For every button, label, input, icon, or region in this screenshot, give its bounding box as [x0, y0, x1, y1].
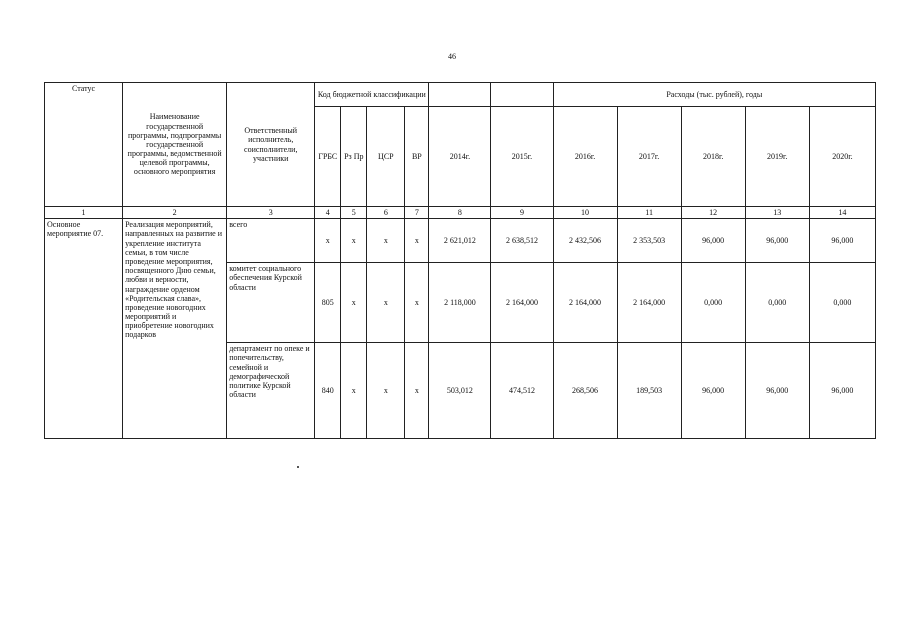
column-number: 8 [429, 207, 491, 219]
activity-status: Основное мероприятие 07. [45, 219, 123, 439]
column-number: 1 [45, 207, 123, 219]
row-value: 2 638,512 [491, 219, 553, 263]
row-grbs: х [315, 219, 341, 263]
row-csr: х [367, 263, 405, 343]
row-csr: х [367, 219, 405, 263]
row-value: 0,000 [809, 263, 875, 343]
header-year: 2018г. [681, 107, 745, 207]
row-executor: комитет социального обеспечения Курской области [227, 263, 315, 343]
row-csr: х [367, 343, 405, 439]
row-value: 96,000 [681, 343, 745, 439]
column-number: 6 [367, 207, 405, 219]
header-code-vr: ВР [405, 107, 429, 207]
header-status: Статус [45, 83, 123, 207]
column-number: 13 [745, 207, 809, 219]
page-number: 46 [448, 52, 456, 61]
header-budget-code: Код бюджетной классификации [315, 83, 429, 107]
header-year: 2015г. [491, 107, 553, 207]
header-code-csr: ЦСР [367, 107, 405, 207]
column-number: 9 [491, 207, 553, 219]
header-code-rzpr: Рз Пр [341, 107, 367, 207]
column-number: 7 [405, 207, 429, 219]
row-grbs: 840 [315, 343, 341, 439]
header-code-grbs: ГРБС [315, 107, 341, 207]
row-vr: х [405, 219, 429, 263]
header-year: 2019г. [745, 107, 809, 207]
row-value: 96,000 [745, 343, 809, 439]
row-vr: х [405, 343, 429, 439]
row-value: 2 164,000 [553, 263, 617, 343]
column-number: 12 [681, 207, 745, 219]
header-year: 2016г. [553, 107, 617, 207]
header-expenses: Расходы (тыс. рублей), годы [553, 83, 875, 107]
row-rzpr: х [341, 263, 367, 343]
column-number: 2 [123, 207, 227, 219]
column-number: 4 [315, 207, 341, 219]
column-number: 3 [227, 207, 315, 219]
row-value: 96,000 [681, 219, 745, 263]
row-value: 503,012 [429, 343, 491, 439]
row-value: 2 621,012 [429, 219, 491, 263]
row-rzpr: х [341, 343, 367, 439]
row-value: 96,000 [809, 219, 875, 263]
row-vr: х [405, 263, 429, 343]
header-executor: Ответственный исполнитель, соисполнители, участники [227, 83, 315, 207]
scan-speck [297, 466, 299, 468]
row-value: 189,503 [617, 343, 681, 439]
budget-table [44, 82, 876, 439]
row-grbs: 805 [315, 263, 341, 343]
header-year: 2014г. [429, 107, 491, 207]
row-value: 2 353,503 [617, 219, 681, 263]
activity-name: Реализация мероприятий, направленных на развитие и укрепление института семьи, в том числе проведение мероприятия, посвященного Дню семьи, любви и верности, награждение орденом «Родительская слава», проведение новогодних мероприятий и приобретение новогодних подарков [123, 219, 227, 439]
row-rzpr: х [341, 219, 367, 263]
row-value: 0,000 [681, 263, 745, 343]
column-number: 10 [553, 207, 617, 219]
row-value: 474,512 [491, 343, 553, 439]
row-value: 2 118,000 [429, 263, 491, 343]
row-value: 96,000 [745, 219, 809, 263]
row-value: 2 164,000 [617, 263, 681, 343]
row-value: 96,000 [809, 343, 875, 439]
row-value: 2 432,506 [553, 219, 617, 263]
row-value: 268,506 [553, 343, 617, 439]
header-year: 2017г. [617, 107, 681, 207]
header-name: Наименование государственной программы, подпрограммы государственной программы, ведомственной целевой программы, основного мероприятия [123, 83, 227, 207]
header-empty-2 [491, 83, 553, 107]
row-value: 2 164,000 [491, 263, 553, 343]
row-value: 0,000 [745, 263, 809, 343]
header-empty-1 [429, 83, 491, 107]
column-number: 11 [617, 207, 681, 219]
header-year: 2020г. [809, 107, 875, 207]
row-executor: всего [227, 219, 315, 263]
row-executor: департамент по опеке и попечительству, семейной и демографической политике Курской области [227, 343, 315, 439]
column-number: 5 [341, 207, 367, 219]
column-number: 14 [809, 207, 875, 219]
